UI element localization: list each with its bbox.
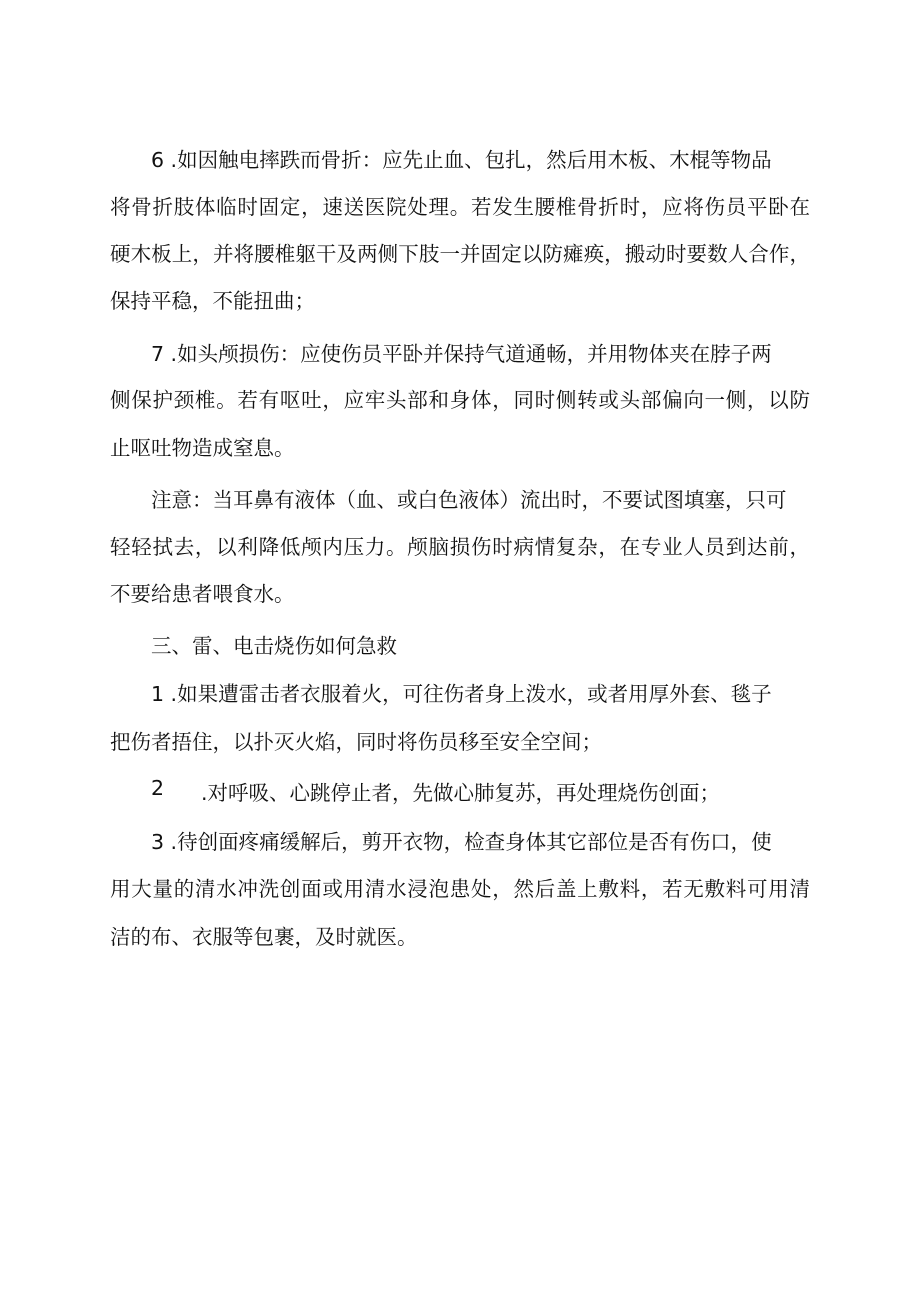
paragraph-text: 用大量的清水冲洗创面或用清水浸泡患处，然后盖上敷料，若无敷料可用清 (110, 877, 810, 901)
section-7-line-2 (0, 383, 920, 423)
paragraph-text: .对呼吸、心跳停止者，先做心肺复苏，再处理烧伤创面； (201, 781, 721, 805)
item-3-line-1 (0, 825, 920, 865)
paragraph-text: 注意：当耳鼻有液体（血、或白色液体）流出时，不要试图填塞，只可 (151, 488, 787, 512)
paragraph-text: 将骨折肢体临时固定，速送医院处理。若发生腰椎骨折时，应将伤员平卧在 (110, 195, 810, 219)
paragraph-text: 不要给患者喂食水。 (110, 582, 295, 606)
section-7-line-3 (0, 431, 920, 471)
heading-text: 三、雷、电击烧伤如何急救 (151, 634, 397, 658)
note-line-3 (0, 577, 920, 617)
paragraph-text: 轻轻拭去，以利降低颅内压力。颅脑损伤时病情复杂，在专业人员到达前， (110, 535, 810, 559)
item-3-line-3 (0, 920, 920, 960)
item-3-line-2 (0, 872, 920, 912)
note-line-2 (0, 530, 920, 570)
paragraph-text: 止呕吐物造成窒息。 (110, 436, 295, 460)
paragraph-text: 1 .如果遭雷击者衣服着火，可往伤者身上泼水，或者用厚外套、毯子 (151, 682, 772, 706)
section-6-line-4 (0, 284, 920, 324)
paragraph-text: 把伤者捂住，以扑灭火焰，同时将伤员移至安全空间； (110, 730, 602, 754)
paragraph-text: 洁的布、衣服等包裹，及时就医。 (110, 925, 418, 949)
item-2-line-1 (0, 776, 920, 816)
item-1-line-1 (0, 677, 920, 717)
item-1-line-2 (0, 725, 920, 765)
paragraph-text: 侧保护颈椎。若有呕吐，应牢头部和身体，同时侧转或头部偏向一侧，以防 (110, 388, 810, 412)
section-6-line-2 (0, 190, 920, 230)
section-6-line-3 (0, 237, 920, 277)
item-number: 2 (151, 776, 165, 800)
paragraph-text: 6 .如因触电摔跌而骨折：应先止血、包扎，然后用木板、木棍等物品 (151, 148, 772, 172)
section-7-line-1 (0, 337, 920, 377)
paragraph-text: 硬木板上，并将腰椎躯干及两侧下肢一并固定以防瘫痪，搬动时要数人合作， (110, 242, 810, 266)
paragraph-text: 3 .待创面疼痛缓解后，剪开衣物，检查身体其它部位是否有伤口，使 (151, 830, 772, 854)
paragraph-text: 保持平稳，不能扭曲； (110, 289, 315, 313)
section-heading (0, 629, 920, 669)
note-line-1 (0, 483, 920, 523)
paragraph-text: 7 .如头颅损伤：应使伤员平卧并保持气道通畅，并用物体夹在脖子两 (151, 342, 772, 366)
section-6-line-1 (0, 143, 920, 183)
